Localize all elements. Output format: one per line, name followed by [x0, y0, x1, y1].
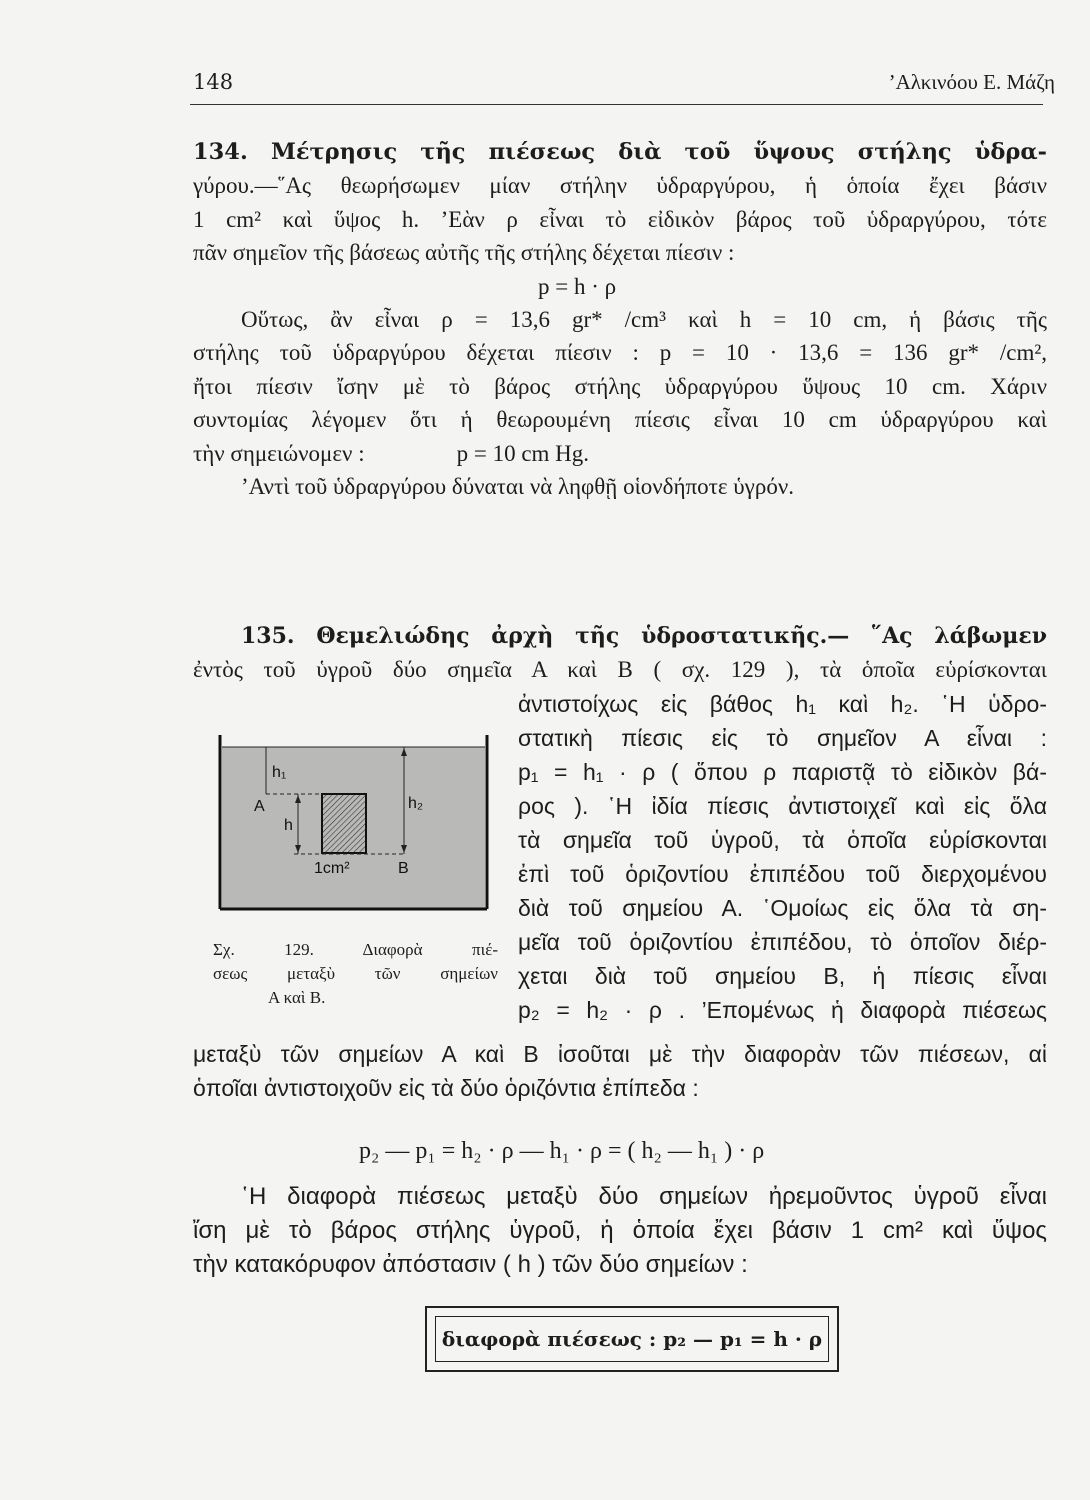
paragraph-line: p₂ = h₂ · ρ . ’Επομένως ἡ διαφορὰ πιέσεως [518, 997, 1047, 1023]
paragraph-line: συντομίας λέγομεν ὅτι ἡ θεωρουμένη πίεσις εἶναι 10 cm ὑδραργύρου καὶ [193, 407, 1047, 433]
equation-10cmHg: p = 10 cm Hg. [456, 440, 590, 466]
paragraph-line: διὰ τοῦ σημείου Α. ῾Ομοίως εἰς ὅλα τὰ ση- [518, 895, 1047, 921]
paragraph-line: μεῖα τοῦ ὁριζοντίου ἐπιπέδου, τὸ ὁποῖον διέρ- [518, 929, 1047, 955]
paragraph-line: ἐντὸς τοῦ ὑγροῦ δύο σημεῖα Α καὶ Β ( σχ. 129 ), τὰ ὁποῖα εὑρίσκονται [193, 657, 1047, 683]
caption-line: Α καὶ Β. [268, 988, 326, 1007]
label-A: A [254, 798, 265, 815]
paragraph-line: ἀντιστοίχως εἰς βάθος h₁ καὶ h₂. ῾Η ὑδρο- [518, 691, 1047, 717]
section-134 [193, 136, 1047, 503]
section-135-title: 135. Θεμελιώδης ἀρχὴ τῆς ὑδροστατικῆς.— ῞Ας λάβωμεν [241, 623, 1047, 649]
caption-line: σεως μεταξὺ τῶν σημείων [213, 964, 498, 983]
liquid-column-1cm2 [322, 794, 366, 853]
paragraph-line: ὁποῖαι ἀντιστοιχοῦν εἰς τὰ δύο ὁριζόντια ἐπίπεδα : [193, 1075, 699, 1101]
paragraph-line: πᾶν σημεῖον τῆς βάσεως αὐτῆς τῆς στήλης δέχεται πίεσιν : [193, 240, 735, 266]
paragraph-line: ἐπὶ τοῦ ὁριζοντίου ἐπιπέδου τοῦ διερχομένου [518, 861, 1047, 887]
section-135-continuation [193, 1037, 1047, 1105]
section-134-title: 134. Μέτρησις τῆς πιέσεως διὰ τοῦ ὕψους στήλης ὑδρα- [193, 139, 1047, 165]
paragraph-line: στήλης τοῦ ὑδραργύρου δέχεται πίεσιν : p = 10 · 13,6 = 136 gr* /cm², [193, 340, 1047, 366]
paragraph-line: γύρου.—῞Ας θεωρήσωμεν μίαν στήλην ὑδραργύρου, ἡ ὁποία ἔχει βάσιν [193, 173, 1047, 199]
header-rule [190, 104, 1043, 105]
section-135-head [193, 620, 1047, 687]
section-135-side-text [518, 687, 1047, 1027]
boxed-formula [425, 1306, 839, 1372]
boxed-formula-text: διαφορὰ πιέσεως : p₂ — p₁ = h · ρ [441, 1327, 823, 1351]
paragraph-line: 1 cm² καὶ ὕψος h. ’Εὰν ρ εἶναι τὸ εἰδικὸν βάρος τοῦ ὑδραργύρου, τότε [193, 206, 1047, 232]
label-1cm2: 1cm² [314, 860, 350, 877]
paragraph-line: Οὕτως, ἂν εἶναι ρ = 13,6 gr* /cm³ καὶ h = 10 cm, ἡ βάσις τῆς [241, 307, 1047, 333]
paragraph-line: μεταξὺ τῶν σημείων Α καὶ Β ἰσοῦται μὲ τὴν διαφορὰν τῶν πιέσεων, αἱ [193, 1041, 1047, 1067]
paragraph-line: ῾Η διαφορὰ πιέσεως μεταξὺ δύο σημείων ἠρεμοῦντος ὑγροῦ εἶναι [241, 1183, 1047, 1210]
label-h: h [284, 817, 293, 834]
paragraph-line: στατικὴ πίεσις εἰς τὸ σημεῖον Α εἶναι : [518, 725, 1047, 751]
paragraph-line: ἴση μὲ τὸ βάρος στήλης ὑγροῦ, ἡ ὁποία ἔχει βάσιν 1 cm² καὶ ὕψος [193, 1217, 1047, 1244]
paragraph-line: ἤτοι πίεσιν ἴσην μὲ τὸ βάρος στήλης ὑδραργύρου ὕψους 10 cm. Χάριν [193, 373, 1047, 399]
paragraph-line-mercury [193, 437, 1047, 470]
paragraph-line: τὴν κατακόρυφον ἀπόστασιν ( h ) τῶν δύο σημείων : [193, 1251, 748, 1278]
caption-line: Σχ. 129. Διαφορὰ πιέ- [213, 940, 498, 959]
paragraph-line: χεται διὰ τοῦ σημείου Β, ἡ πίεσις εἶναι [518, 963, 1047, 989]
summary-paragraph [193, 1180, 1047, 1282]
figure-129-caption [213, 938, 498, 1010]
label-h1: h₁ [272, 764, 287, 781]
paragraph-line: τὰ σημεῖα τοῦ ὑγροῦ, τὰ ὁποῖα εὑρίσκονται [518, 827, 1047, 853]
paragraph-line: ’Αντὶ τοῦ ὑδραργύρου δύναται νὰ ληφθῇ οἱονδήποτε ὑγρόν. [241, 474, 794, 500]
paragraph-line: ρος ). ῾Η ἰδία πίεσις ἀντιστοιχεῖ καὶ εἰς ὅλα [518, 793, 1047, 819]
equation-pressure-difference: p₂ — p₁ = h₂ · ρ — h₁ · ρ = ( h₂ — h₁ ) · ρ [359, 1138, 765, 1164]
equation-p-h-rho: p = h · ρ [538, 273, 617, 299]
label-h2: h₂ [408, 795, 424, 812]
figure-129-diagram [218, 733, 490, 911]
text-fragment: τὴν σημειώνομεν : [193, 440, 365, 466]
running-header-author: ’Αλκινόου Ε. Μάζη [888, 70, 1055, 94]
page-number: 148 [193, 70, 234, 94]
label-B: B [398, 860, 409, 877]
paragraph-line: p₁ = h₁ · ρ ( ὅπου ρ παριστᾷ τὸ εἰδικὸν βά- [518, 759, 1047, 785]
